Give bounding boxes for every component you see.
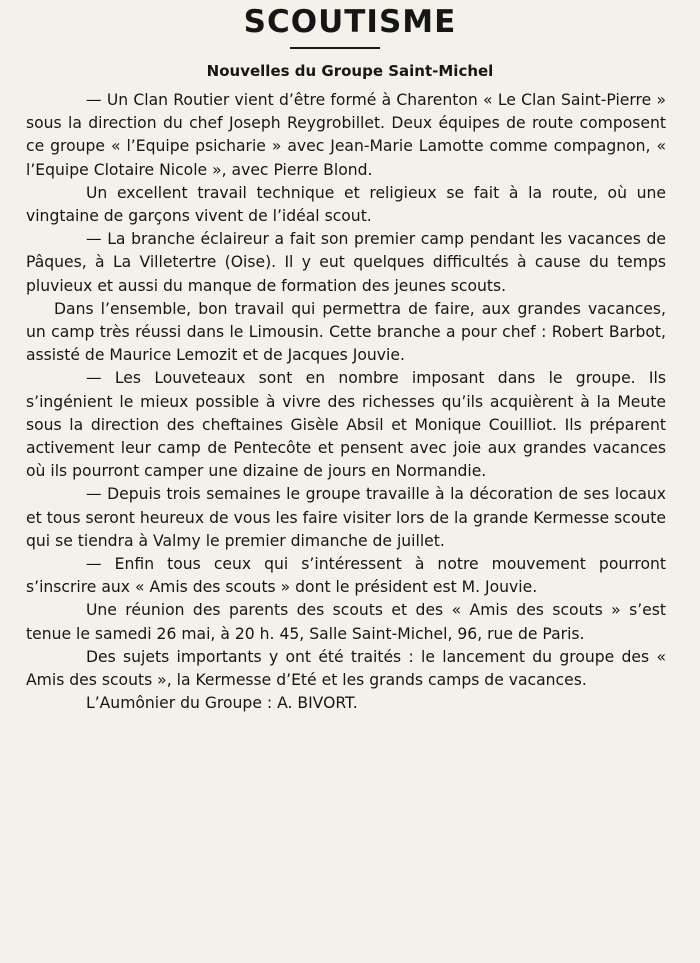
title-underline — [290, 47, 380, 49]
paragraph-travail-route: Un excellent travail technique et religieux se fait à la route, où une vingtaine de garçons vivent de l’idéal scout. — [26, 183, 666, 226]
article-subtitle: Nouvelles du Groupe Saint-Michel — [206, 62, 494, 80]
signature: L’Aumônier du Groupe : A. BIVORT. — [86, 694, 358, 713]
paragraph-branche-eclaireur: — La branche éclaireur a fait son premier camp pendant les vacances de Pâques, à La Villetertre (Oise). Il y eut quelques difficultés à cause du temps pluvieux et aussi du manque de formation des jeunes scouts. — [26, 230, 666, 295]
paragraph-clan-routier: — Un Clan Routier vient d’être formé à Charenton « Le Clan Saint-Pierre » sous la direction du chef Joseph Reygrobillet. Deux équipes de route composent ce groupe « l’Equipe psicharie » avec Jean-Marie Lamotte comme compagnon, « l’Equipe Clotaire Nicole », avec Pierre Blond. — [26, 91, 666, 179]
paragraph-sujets: Des sujets importants y ont été traités : le lancement du groupe des « Amis des scouts », la Kermesse d’Eté et les grands camps de vacances. — [26, 647, 666, 690]
paragraph-decoration: — Depuis trois semaines le groupe travaille à la décoration de ses locaux et tous seront heureux de vous les faire visiter lors de la grande Kermesse scoute qui se tiendra à Valmy le premier dimanche de juillet. — [26, 485, 666, 550]
paragraph-amis-des-scouts: — Enfin tous ceux qui s’intéressent à notre mouvement pourront s’inscrire aux « Amis des scouts » dont le président est M. Jouvie. — [26, 555, 666, 597]
article-body — [26, 89, 666, 715]
article-title: SCOUTISME — [243, 4, 457, 40]
paragraph-ensemble: Dans l’ensemble, bon travail qui permettra de faire, aux grandes vacances, un camp très réussi dans le Limousin. Cette branche a pour chef : Robert Barbot, assisté de Maurice Lemozit et de Jacques Jouvie. — [26, 299, 666, 365]
paragraph-louveteaux: — Les Louveteaux sont en nombre imposant dans le groupe. Ils s’ingénient le mieux possible à vivre des richesses qu’ils acquièrent à la Meute sous la direction des cheftaines Gisèle Absil et Monique Couilliot. Ils préparent activement leur camp de Pentecôte et pensent avec joie aux grandes vacances où ils pourront camper une dizaine de jours en Normandie. — [26, 369, 666, 481]
paragraph-reunion: Une réunion des parents des scouts et des « Amis des scouts » s’est tenue le samedi 26 mai, à 20 h. 45, Salle Saint-Michel, 96, rue de Paris. — [26, 601, 666, 643]
